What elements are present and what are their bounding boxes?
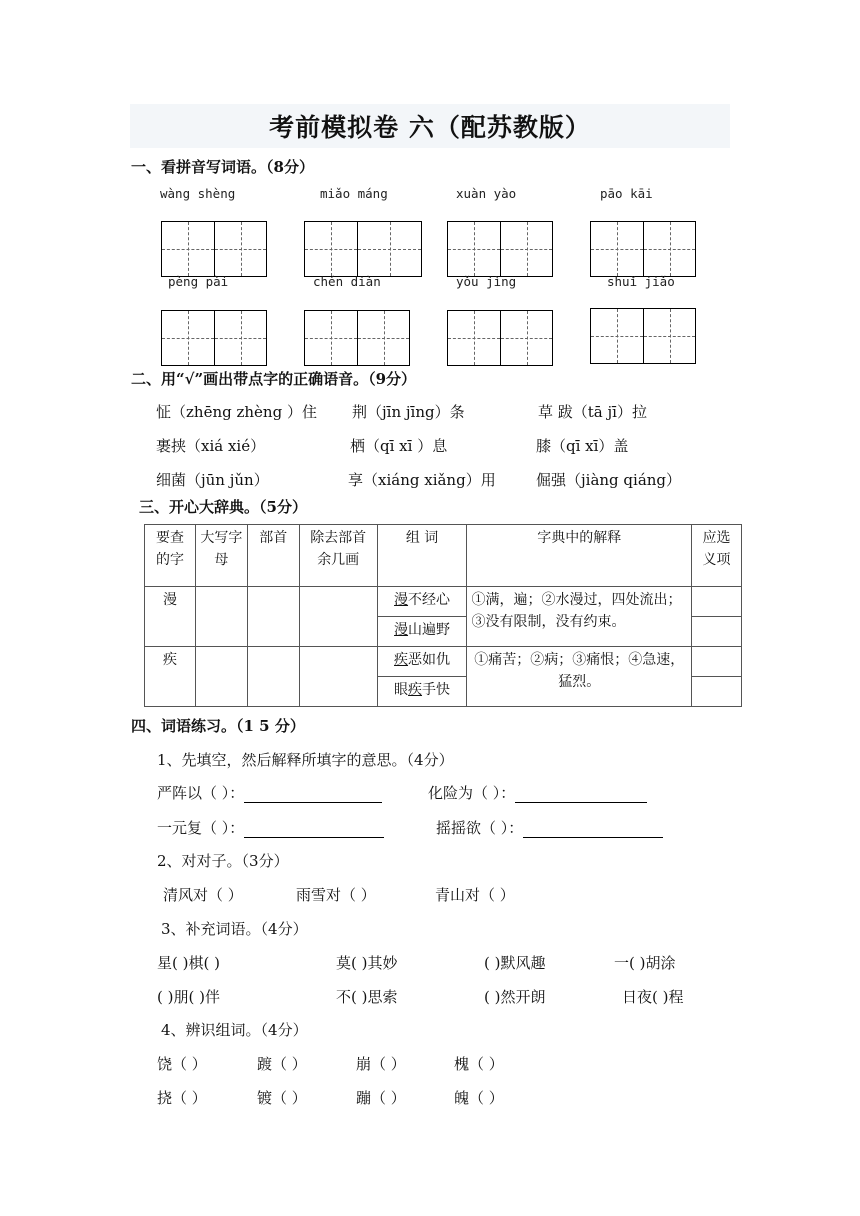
pronunciation-item[interactable]: 细菌（jūn jǔn） [156,471,269,489]
section-4-heading: 四、词语练习。（1 5 分） [131,717,305,735]
fill-item [428,782,647,803]
question-2: 2、对对子。（3分） [157,852,289,870]
idiom-item[interactable]: 莫( )其妙 [336,954,398,972]
couplet-item[interactable]: 雨雪对（ ） [296,886,376,904]
header-words: 组 词 [377,525,467,587]
couplet-item[interactable]: 青山对（ ） [435,886,515,904]
writing-grid[interactable] [161,310,267,366]
fill-item [436,817,663,838]
question-3: 3、补充词语。（4分） [161,920,308,938]
answer-blank[interactable] [515,802,647,803]
word-prefix: 眼 [394,682,409,698]
answer-cell[interactable] [299,587,377,647]
pinyin-4: pāo kāi [600,186,653,201]
answer-cell[interactable] [299,647,377,707]
idiom-item[interactable]: ( )朋( )伴 [157,988,220,1006]
fill-item [157,782,382,803]
answer-cell[interactable] [692,677,742,707]
question-1: 1、先填空，然后解释所填字的意思。（4分） [157,751,454,769]
writing-grid[interactable] [447,221,553,277]
char-item[interactable]: 蹦（ ） [356,1089,406,1107]
answer-cell[interactable] [195,647,247,707]
dictionary-table [144,524,742,707]
answer-cell[interactable] [692,587,742,617]
page-title: 考前模拟卷 六（配苏教版） [269,113,591,142]
pinyin-8: shuǐ jiǎo [607,274,675,289]
idiom-item[interactable]: 星( )棋( ) [157,954,220,972]
header-explain: 字典中的解释 [467,525,692,587]
writing-grid[interactable] [304,310,410,366]
word-entry [377,587,467,617]
header-radical: 部首 [247,525,299,587]
answer-cell[interactable] [692,647,742,677]
pronunciation-item[interactable]: 享（xiáng xiǎng）用 [348,471,496,489]
section-2-heading: 二、用“√”画出带点字的正确语音。（9分） [131,370,417,388]
writing-grid[interactable] [590,221,696,277]
pronunciation-item[interactable]: 裹挟（xiá xié） [156,437,266,455]
section-1-heading: 一、看拼音写词语。（8分） [131,158,314,176]
idiom-item[interactable]: 日夜( )程 [622,988,684,1006]
pinyin-6: chén diàn [313,274,381,289]
word-rest: 山遍野 [408,622,451,638]
writing-grid[interactable] [304,221,422,277]
word-entry [377,677,467,707]
pronunciation-item[interactable]: 草 跋（tā jī）拉 [538,403,647,421]
fill-prompt: 严阵以（ ）： [157,784,245,802]
answer-blank[interactable] [523,837,663,838]
pinyin-5: pèng pài [168,274,229,289]
char-item[interactable]: 槐（ ） [454,1055,504,1073]
char-item[interactable]: 魄（ ） [454,1089,504,1107]
char-item[interactable]: 挠（ ） [157,1089,207,1107]
idiom-item[interactable]: 不( )思索 [336,988,398,1006]
idiom-item[interactable]: ( )默风趣 [484,954,546,972]
idiom-item[interactable]: ( )然开朗 [484,988,546,1006]
pronunciation-item[interactable]: 膝（qī xī）盖 [536,437,629,455]
fill-prompt: 一元复（ ）： [157,819,245,837]
word-rest: 手快 [422,682,451,698]
pinyin-3: xuàn yào [456,186,517,201]
header-char: 要查的字 [145,525,196,587]
target-char: 疾 [408,682,423,698]
explanation: ①痛苦；②病；③痛恨；④急速，猛烈。 [467,647,692,707]
writing-grid[interactable] [447,310,553,366]
pinyin-1: wàng shèng [160,186,236,201]
answer-cell[interactable] [247,587,299,647]
pronunciation-item[interactable]: 怔（zhēng zhèng ）住 [156,403,317,421]
target-char: 漫 [394,622,409,638]
explanation: ①满，遍；②水漫过，四处流出；③没有限制，没有约束。 [467,587,692,647]
answer-blank[interactable] [244,837,384,838]
char-item[interactable]: 踱（ ） [257,1055,307,1073]
writing-grid[interactable] [161,221,267,277]
target-char: 漫 [394,592,409,608]
char-item[interactable]: 饶（ ） [157,1055,207,1073]
answer-cell[interactable] [692,617,742,647]
answer-blank[interactable] [244,802,382,803]
header-choice: 应选义项 [692,525,742,587]
pinyin-2: miǎo máng [320,186,388,201]
question-4: 4、辨识组词。（4分） [161,1021,308,1039]
fill-item [157,817,384,838]
writing-grid[interactable] [590,308,696,364]
word-entry [377,617,467,647]
query-char: 漫 [145,587,196,647]
header-capital: 大写字母 [195,525,247,587]
section-3-heading: 三、开心大辞典。（5分） [139,498,307,516]
char-item[interactable]: 镀（ ） [257,1089,307,1107]
couplet-item[interactable]: 清风对（ ） [163,886,243,904]
query-char: 疾 [145,647,196,707]
answer-cell[interactable] [195,587,247,647]
idiom-item[interactable]: 一( )胡涂 [614,954,676,972]
char-item[interactable]: 崩（ ） [356,1055,406,1073]
pronunciation-item[interactable]: 倔强（jiàng qiáng） [536,471,682,489]
answer-cell[interactable] [247,647,299,707]
word-rest: 不经心 [408,592,451,608]
pronunciation-item[interactable]: 栖（qī xī ）息 [350,437,448,455]
fill-prompt: 化险为（ ）： [428,784,516,802]
fill-prompt: 摇摇欲（ ）： [436,819,524,837]
target-char: 疾 [394,652,409,668]
word-entry [377,647,467,677]
word-rest: 恶如仇 [408,652,451,668]
pinyin-7: yǒu jìng [456,274,517,289]
header-strokes: 除去部首余几画 [299,525,377,587]
pronunciation-item[interactable]: 荆（jīn jīng）条 [352,403,465,421]
